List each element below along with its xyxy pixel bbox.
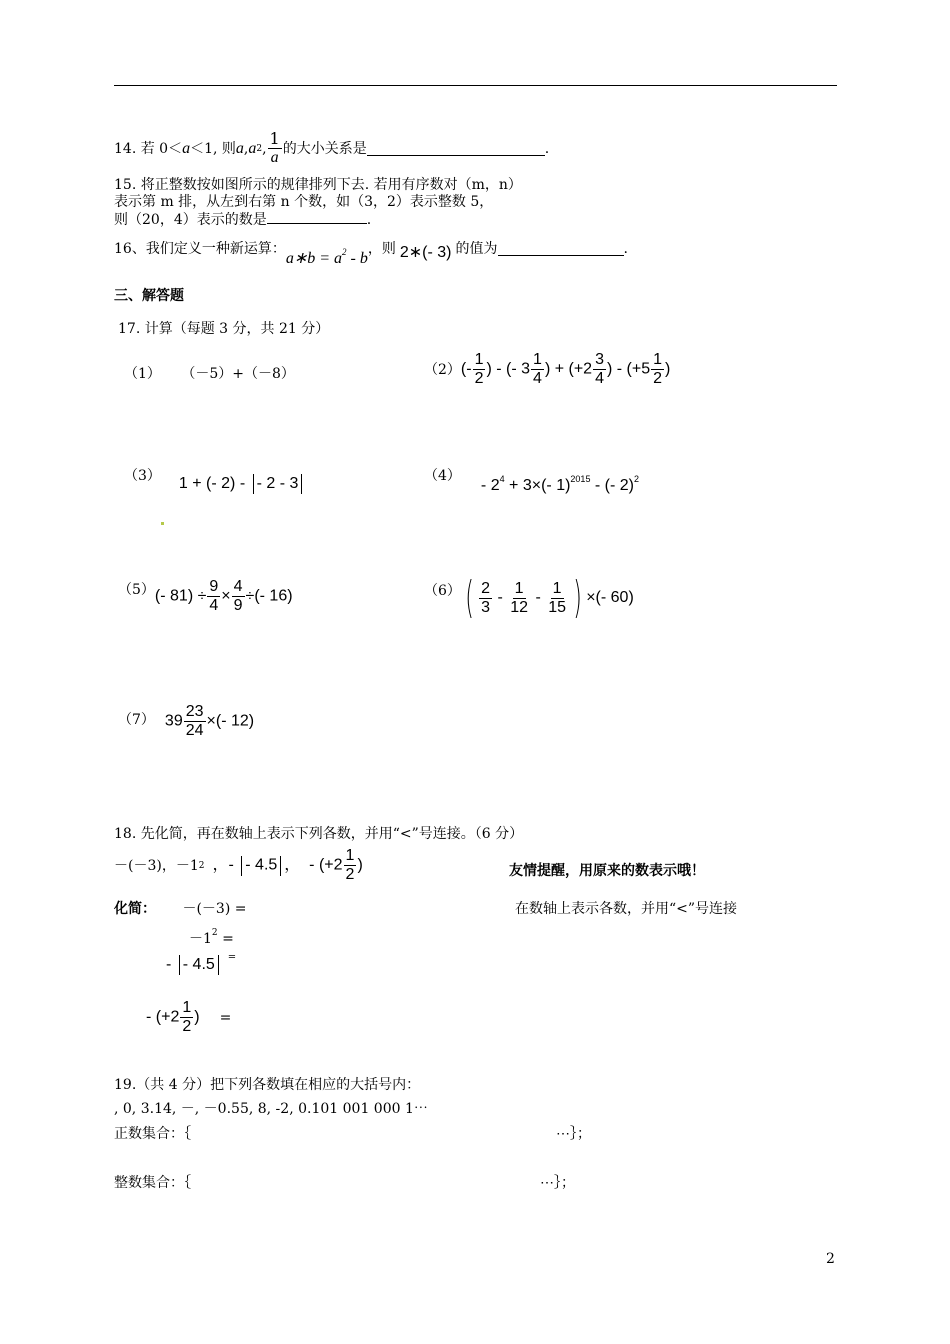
q17-p4 bbox=[424, 456, 639, 495]
q18-simplify-3: - - 4.5 = bbox=[166, 955, 236, 975]
q19-integer-end: ⋯｝； bbox=[540, 1175, 575, 1191]
q14-answer-blank[interactable] bbox=[367, 141, 545, 156]
q18-s3-eq: = bbox=[227, 952, 237, 963]
q19-title: 19.（共 4 分）把下列各数填在相应的大括号内： bbox=[114, 1077, 421, 1093]
question-15-line3 bbox=[114, 209, 371, 229]
q15-line3-text: 则（20，4）表示的数是 bbox=[114, 212, 267, 228]
q16-definition bbox=[286, 243, 368, 268]
q17-p3-label: （3） bbox=[124, 468, 161, 484]
section-heading: 三、解答题 bbox=[114, 288, 184, 304]
q18-simplify-4: - (+2 $\frac{1}{2}$ ) = bbox=[146, 999, 232, 1035]
q14-text-a: 14. 若 0＜ bbox=[114, 140, 183, 157]
question-15-line2: 表示第 m 排，从左到右第 n 个数，如（3，2）表示整数 5， bbox=[114, 194, 494, 210]
q14-comma: , bbox=[243, 140, 249, 157]
q19-numbers: , 0, 3.14, －, －0.55, 8, -2, 0.101 001 000 1⋯ bbox=[114, 1101, 428, 1117]
q14-var-a: a bbox=[182, 139, 191, 157]
question-14 bbox=[114, 131, 549, 166]
q16-def-main: a∗b = a bbox=[285, 250, 343, 267]
q19-positive-end: ⋯｝； bbox=[556, 1126, 591, 1142]
q17-p6-label: （6） bbox=[424, 583, 461, 599]
q19-integer-set bbox=[114, 1174, 191, 1192]
q16-period: . bbox=[623, 240, 628, 257]
header-rule bbox=[114, 85, 837, 86]
q17-p1 bbox=[124, 365, 295, 383]
q14-text-b: ＜1, 则 bbox=[190, 140, 236, 157]
q14-tail: 的大小关系是 bbox=[282, 140, 367, 157]
q17-p5-label: （5） bbox=[118, 581, 155, 598]
question-16 bbox=[114, 229, 628, 268]
q18-simplify-row1 bbox=[114, 900, 246, 918]
q16-text-c: 的值为 bbox=[455, 240, 498, 257]
q17-p5 bbox=[118, 565, 293, 614]
q14-var-a3: a bbox=[248, 139, 257, 157]
q15-period: . bbox=[366, 212, 372, 228]
q18-s2-eq: = bbox=[217, 931, 234, 947]
q17-p3 bbox=[124, 458, 305, 494]
q18-axis-note: 在数轴上表示各数，并用“<”号连接 bbox=[515, 901, 738, 917]
q17-p7 bbox=[118, 700, 254, 739]
q17-p4-expression: - $2^4 + 3\times(-$ 1)$^{2015}$ - (- 2)$^2$ bbox=[480, 474, 640, 494]
q14-square: 2 bbox=[256, 143, 263, 154]
q17-p2 bbox=[424, 352, 670, 387]
q18-reminder: 友情提醒，用原来的数表示哦！ bbox=[509, 863, 705, 879]
stray-mark bbox=[161, 522, 164, 525]
q17-p2-label: （2） bbox=[424, 361, 461, 378]
q18-s4-eq: = bbox=[219, 1009, 232, 1026]
q16-text-b: ，则 bbox=[367, 240, 396, 257]
q15-answer-blank[interactable] bbox=[267, 209, 367, 224]
q14-frac-num: 1 bbox=[269, 129, 280, 148]
q17-p7-label: （7） bbox=[118, 711, 155, 728]
q14-comma-2: , bbox=[262, 140, 267, 157]
q18-title: 18. 先化简，再在数轴上表示下列各数，并用“<”号连接。（6 分） bbox=[114, 826, 524, 842]
q18-simplify-label: 化简： bbox=[114, 901, 156, 917]
q18-numbers-text: －(－3)，－1 bbox=[114, 857, 199, 874]
q14-period: . bbox=[544, 140, 550, 157]
q16-def-tail: - b bbox=[346, 250, 368, 267]
q17-p7-expression: 39 $\frac{23}{24}$ ×(- 12) bbox=[164, 703, 255, 739]
q14-fraction bbox=[268, 131, 282, 166]
q19-pos-label: 正数集合：｛ bbox=[114, 1126, 191, 1142]
q16-expression: 2∗(- 3) bbox=[399, 243, 452, 261]
q14-var-a2: a bbox=[235, 139, 244, 157]
q18-simplify-2: $-1^2$ = bbox=[189, 928, 234, 947]
q16-answer-blank[interactable] bbox=[498, 241, 624, 256]
question-15-line1: 15. 将正整数按如图所示的规律排列下去. 若用有序数对（m，n） bbox=[114, 177, 522, 193]
q17-p1-label: （1） bbox=[124, 366, 161, 382]
q17-p1-expression: （－5）+（－8） bbox=[181, 366, 295, 382]
q17-p4-label: （4） bbox=[424, 467, 461, 484]
q19-int-label: 整数集合：｛ bbox=[114, 1175, 191, 1191]
q18-numbers: －(－3)，－1 2 ，- - 4.5 ， - (+2 $\frac{1}{2}$ ) bbox=[114, 847, 363, 883]
page-number: 2 bbox=[826, 1251, 835, 1267]
q18-simplify-1: －(－3) = bbox=[182, 901, 247, 917]
q17-title: 17. 计算（每题 3 分，共 21 分） bbox=[118, 321, 330, 337]
q17-p6 bbox=[424, 562, 634, 623]
q14-frac-den: a bbox=[270, 149, 279, 166]
q17-p6-expression: ( $\frac{2}{3}$ - $\frac{1}{12}$ - $\frac{1}{15}$ ) ×(- 60) bbox=[465, 572, 634, 623]
q16-text-a: 16、我们定义一种新运算： bbox=[114, 240, 286, 257]
q16-def-sup: 2 bbox=[342, 247, 347, 257]
q17-p5-expression: (- 81) ÷ $\frac{9}{4}$ × $\frac{4}{9}$ ÷(- 16) bbox=[154, 578, 293, 614]
q17-p3-expression: 1 + (- 2) - - 2 - 3 bbox=[179, 474, 305, 494]
q19-positive-set bbox=[114, 1125, 191, 1143]
q17-p2-expression: (- $\frac{1}{2}$ ) - (- 3 $\frac{1}{4}$ ) + (+2 $\frac{3}{4}$ ) - (+5 $\frac{1}{2}$ ) bbox=[460, 351, 671, 387]
q18-s2-text: －1 bbox=[189, 931, 212, 947]
